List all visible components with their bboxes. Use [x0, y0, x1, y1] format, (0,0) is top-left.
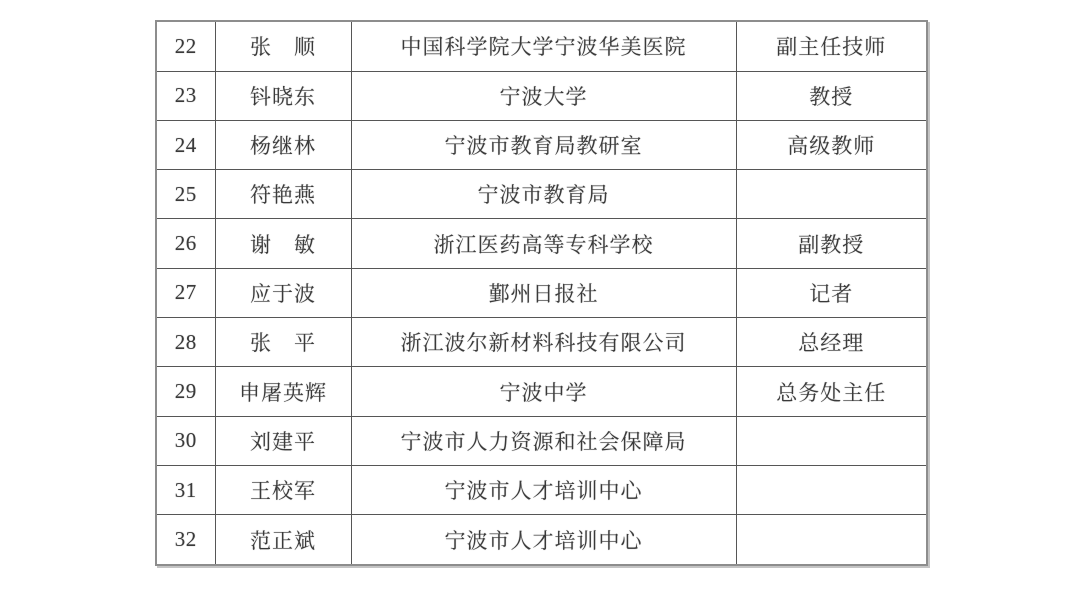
row-number-cell: 30: [156, 416, 215, 465]
job-title-cell: 总经理: [736, 318, 927, 367]
row-number-cell: 29: [156, 367, 215, 416]
job-title-cell: 高级教师: [736, 120, 927, 169]
table-row: [156, 318, 927, 367]
table-row: [156, 120, 927, 169]
name-cell: 王校军: [215, 465, 351, 514]
row-number-cell: 25: [156, 170, 215, 219]
organization-cell: 浙江医药高等专科学校: [351, 219, 736, 268]
row-number-cell: 23: [156, 71, 215, 120]
name-cell: 应于波: [215, 268, 351, 317]
job-title-cell: 副主任技师: [736, 21, 927, 71]
table-row: [156, 71, 927, 120]
row-number-cell: 32: [156, 515, 215, 565]
organization-cell: 宁波市人才培训中心: [351, 515, 736, 565]
table-row: [156, 170, 927, 219]
table-row: [156, 219, 927, 268]
organization-cell: 宁波市人力资源和社会保障局: [351, 416, 736, 465]
job-title-cell: 副教授: [736, 219, 927, 268]
name-cell: 符艳燕: [215, 170, 351, 219]
table-row: [156, 268, 927, 317]
organization-cell: 鄞州日报社: [351, 268, 736, 317]
job-title-cell: [736, 515, 927, 565]
row-number-cell: 31: [156, 465, 215, 514]
organization-cell: 宁波市教育局教研室: [351, 120, 736, 169]
organization-cell: 宁波市人才培训中心: [351, 465, 736, 514]
name-cell: 申屠英辉: [215, 367, 351, 416]
job-title-cell: 教授: [736, 71, 927, 120]
job-title-cell: 总务处主任: [736, 367, 927, 416]
table-row: [156, 515, 927, 565]
row-number-cell: 22: [156, 21, 215, 71]
row-number-cell: 26: [156, 219, 215, 268]
name-cell: 范正斌: [215, 515, 351, 565]
table-row: [156, 21, 927, 71]
organization-cell: 宁波中学: [351, 367, 736, 416]
row-number-cell: 27: [156, 268, 215, 317]
name-cell: 张 平: [215, 318, 351, 367]
name-cell: 张 顺: [215, 21, 351, 71]
table-row: [156, 367, 927, 416]
name-cell: 钭晓东: [215, 71, 351, 120]
job-title-cell: [736, 170, 927, 219]
name-cell: 谢 敏: [215, 219, 351, 268]
organization-cell: 浙江波尔新材料科技有限公司: [351, 318, 736, 367]
organization-cell: 宁波市教育局: [351, 170, 736, 219]
organization-cell: 中国科学院大学宁波华美医院: [351, 21, 736, 71]
name-cell: 杨继林: [215, 120, 351, 169]
job-title-cell: [736, 465, 927, 514]
row-number-cell: 24: [156, 120, 215, 169]
name-cell: 刘建平: [215, 416, 351, 465]
table-row: [156, 416, 927, 465]
roster-table-body: [156, 21, 927, 565]
organization-cell: 宁波大学: [351, 71, 736, 120]
table-row: [156, 465, 927, 514]
personnel-roster-table: [155, 20, 928, 566]
row-number-cell: 28: [156, 318, 215, 367]
job-title-cell: [736, 416, 927, 465]
job-title-cell: 记者: [736, 268, 927, 317]
